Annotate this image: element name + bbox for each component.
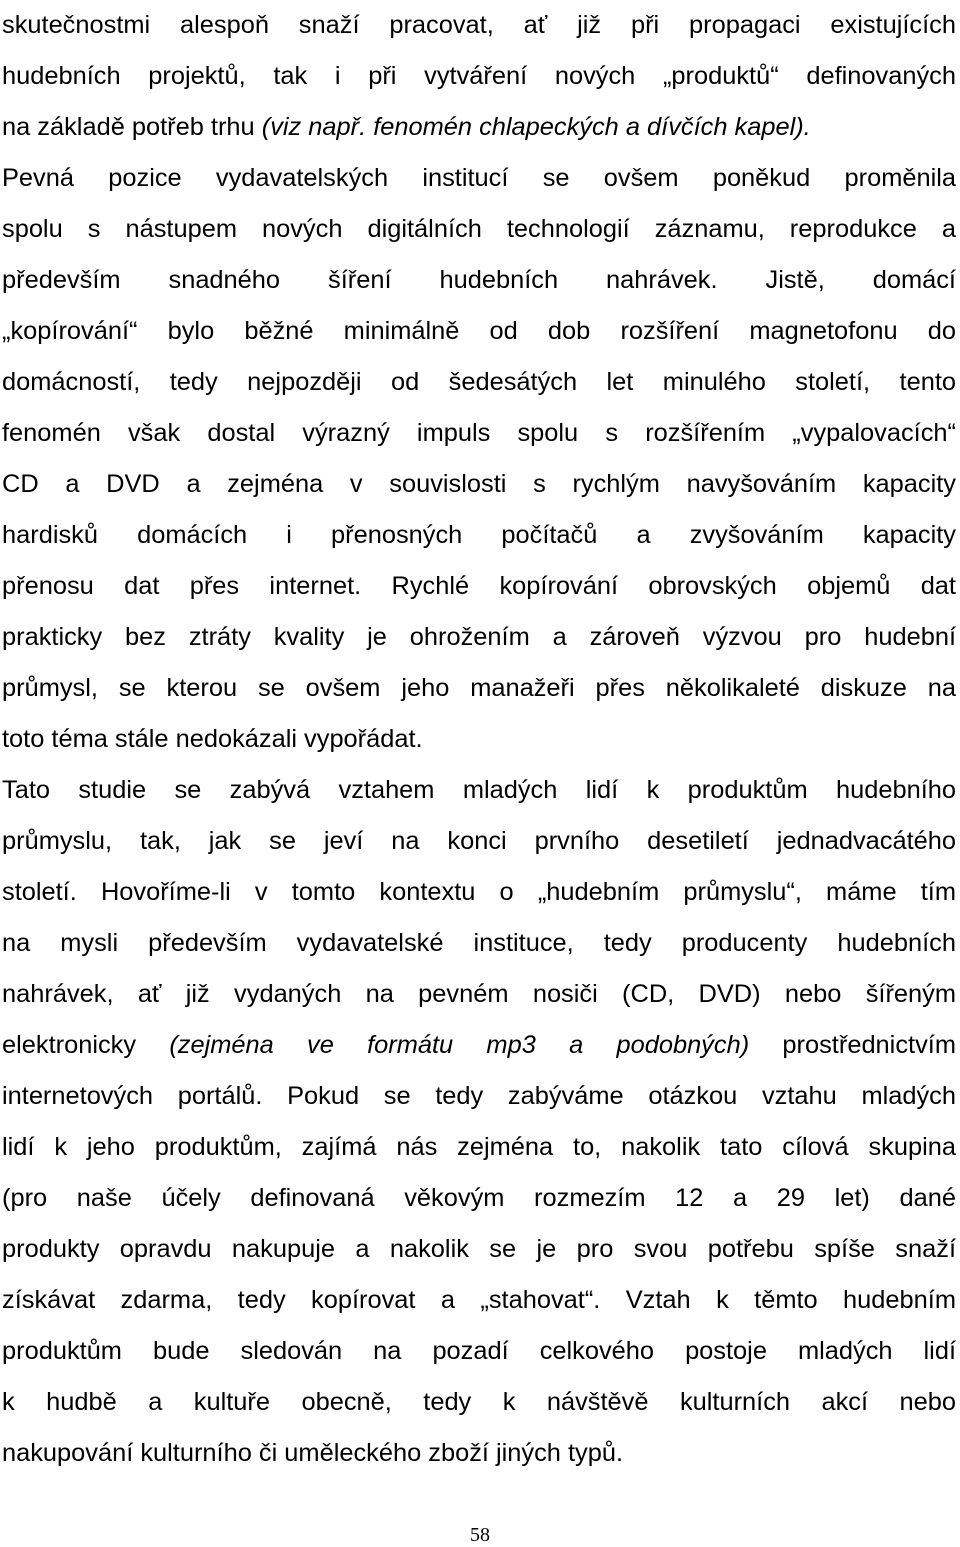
text-segment: k hudbě a kultuře obecně, tedy k návštěvě kulturních akcí nebo <box>2 1388 956 1416</box>
text-segment: prostřednictvím <box>749 1031 956 1059</box>
text-segment: elektronicky <box>2 1031 170 1059</box>
text-segment: fenomén však dostal výrazný impuls spolu s rozšířením „vypalovacích“ <box>2 419 956 447</box>
text-line <box>2 1326 956 1377</box>
text-segment: nahrávek, ať již vydaných na pevném nosiči (CD, DVD) nebo šířeným <box>2 980 956 1008</box>
text-segment: především snadného šíření hudebních nahrávek. Jistě, domácí <box>2 266 956 294</box>
italic-text-segment: (viz např. fenomén chlapeckých a dívčích kapel). <box>261 113 811 141</box>
text-segment: přenosu dat přes internet. Rychlé kopírování obrovských objemů dat <box>2 572 956 600</box>
text-line <box>2 612 956 663</box>
text-line <box>2 1275 956 1326</box>
text-line <box>2 357 956 408</box>
text-segment: hardisků domácích i přenosných počítačů a zvyšováním kapacity <box>2 521 956 549</box>
text-line <box>2 1071 956 1122</box>
text-line <box>2 969 956 1020</box>
text-segment: toto téma stále nedokázali vypořádat. <box>2 725 423 753</box>
text-segment: na základě potřeb trhu <box>2 113 262 141</box>
text-line <box>2 408 956 459</box>
text-line <box>2 204 956 255</box>
text-line <box>2 765 956 816</box>
text-line <box>2 816 956 867</box>
text-segment: „kopírování“ bylo běžné minimálně od dob rozšíření magnetofonu do <box>2 317 956 345</box>
text-line <box>2 561 956 612</box>
text-segment: produktům bude sledován na pozadí celkového postoje mladých lidí <box>2 1337 956 1365</box>
page-number: 58 <box>470 1524 490 1546</box>
italic-text-segment: (zejména ve formátu mp3 a podobných) <box>169 1031 750 1059</box>
text-segment: lidí k jeho produktům, zajímá nás zejména to, nakolik tato cílová skupina <box>2 1133 956 1161</box>
text-line <box>2 663 956 714</box>
text-line <box>2 1428 956 1479</box>
text-line <box>2 153 956 204</box>
text-line <box>2 255 956 306</box>
text-segment: internetových portálů. Pokud se tedy zabýváme otázkou vztahu mladých <box>2 1082 956 1110</box>
body-text <box>2 0 956 1479</box>
text-line <box>2 102 956 153</box>
text-line <box>2 918 956 969</box>
text-line <box>2 306 956 357</box>
text-segment: spolu s nástupem nových digitálních technologií záznamu, reprodukce a <box>2 215 956 243</box>
text-segment: nakupování kulturního či uměleckého zboží jiných typů. <box>2 1439 624 1467</box>
text-line <box>2 510 956 561</box>
text-segment: skutečnostmi alespoň snaží pracovat, ať již při propagaci existujících <box>2 11 956 39</box>
text-line <box>2 459 956 510</box>
text-segment: (pro naše účely definovaná věkovým rozmezím 12 a 29 let) dané <box>2 1184 956 1212</box>
text-segment: produkty opravdu nakupuje a nakolik se je pro svou potřebu spíše snaží <box>2 1235 956 1263</box>
text-line <box>2 714 956 765</box>
text-segment: Tato studie se zabývá vztahem mladých lidí k produktům hudebního <box>2 776 956 804</box>
text-line <box>2 1173 956 1224</box>
text-line <box>2 1122 956 1173</box>
text-segment: průmysl, se kterou se ovšem jeho manažeři přes několikaleté diskuze na <box>2 674 956 702</box>
text-line <box>2 1020 956 1071</box>
text-line <box>2 0 956 51</box>
text-line <box>2 51 956 102</box>
text-line <box>2 867 956 918</box>
text-segment: století. Hovoříme-li v tomto kontextu o „hudebním průmyslu“, máme tím <box>2 878 956 906</box>
text-segment: získávat zdarma, tedy kopírovat a „stahovat“. Vztah k těmto hudebním <box>2 1286 956 1314</box>
text-segment: CD a DVD a zejména v souvislosti s rychlým navyšováním kapacity <box>2 470 956 498</box>
text-segment: na mysli především vydavatelské instituce, tedy producenty hudebních <box>2 929 956 957</box>
text-line <box>2 1224 956 1275</box>
text-segment: průmyslu, tak, jak se jeví na konci prvního desetiletí jednadvacátého <box>2 827 956 855</box>
text-segment: domácností, tedy nejpozději od šedesátých let minulého století, tento <box>2 368 956 396</box>
text-line <box>2 1377 956 1428</box>
text-segment: prakticky bez ztráty kvality je ohrožením a zároveň výzvou pro hudební <box>2 623 956 651</box>
text-segment: Pevná pozice vydavatelských institucí se ovšem poněkud proměnila <box>2 164 956 192</box>
text-segment: hudebních projektů, tak i při vytváření nových „produktů“ definovaných <box>2 62 956 90</box>
